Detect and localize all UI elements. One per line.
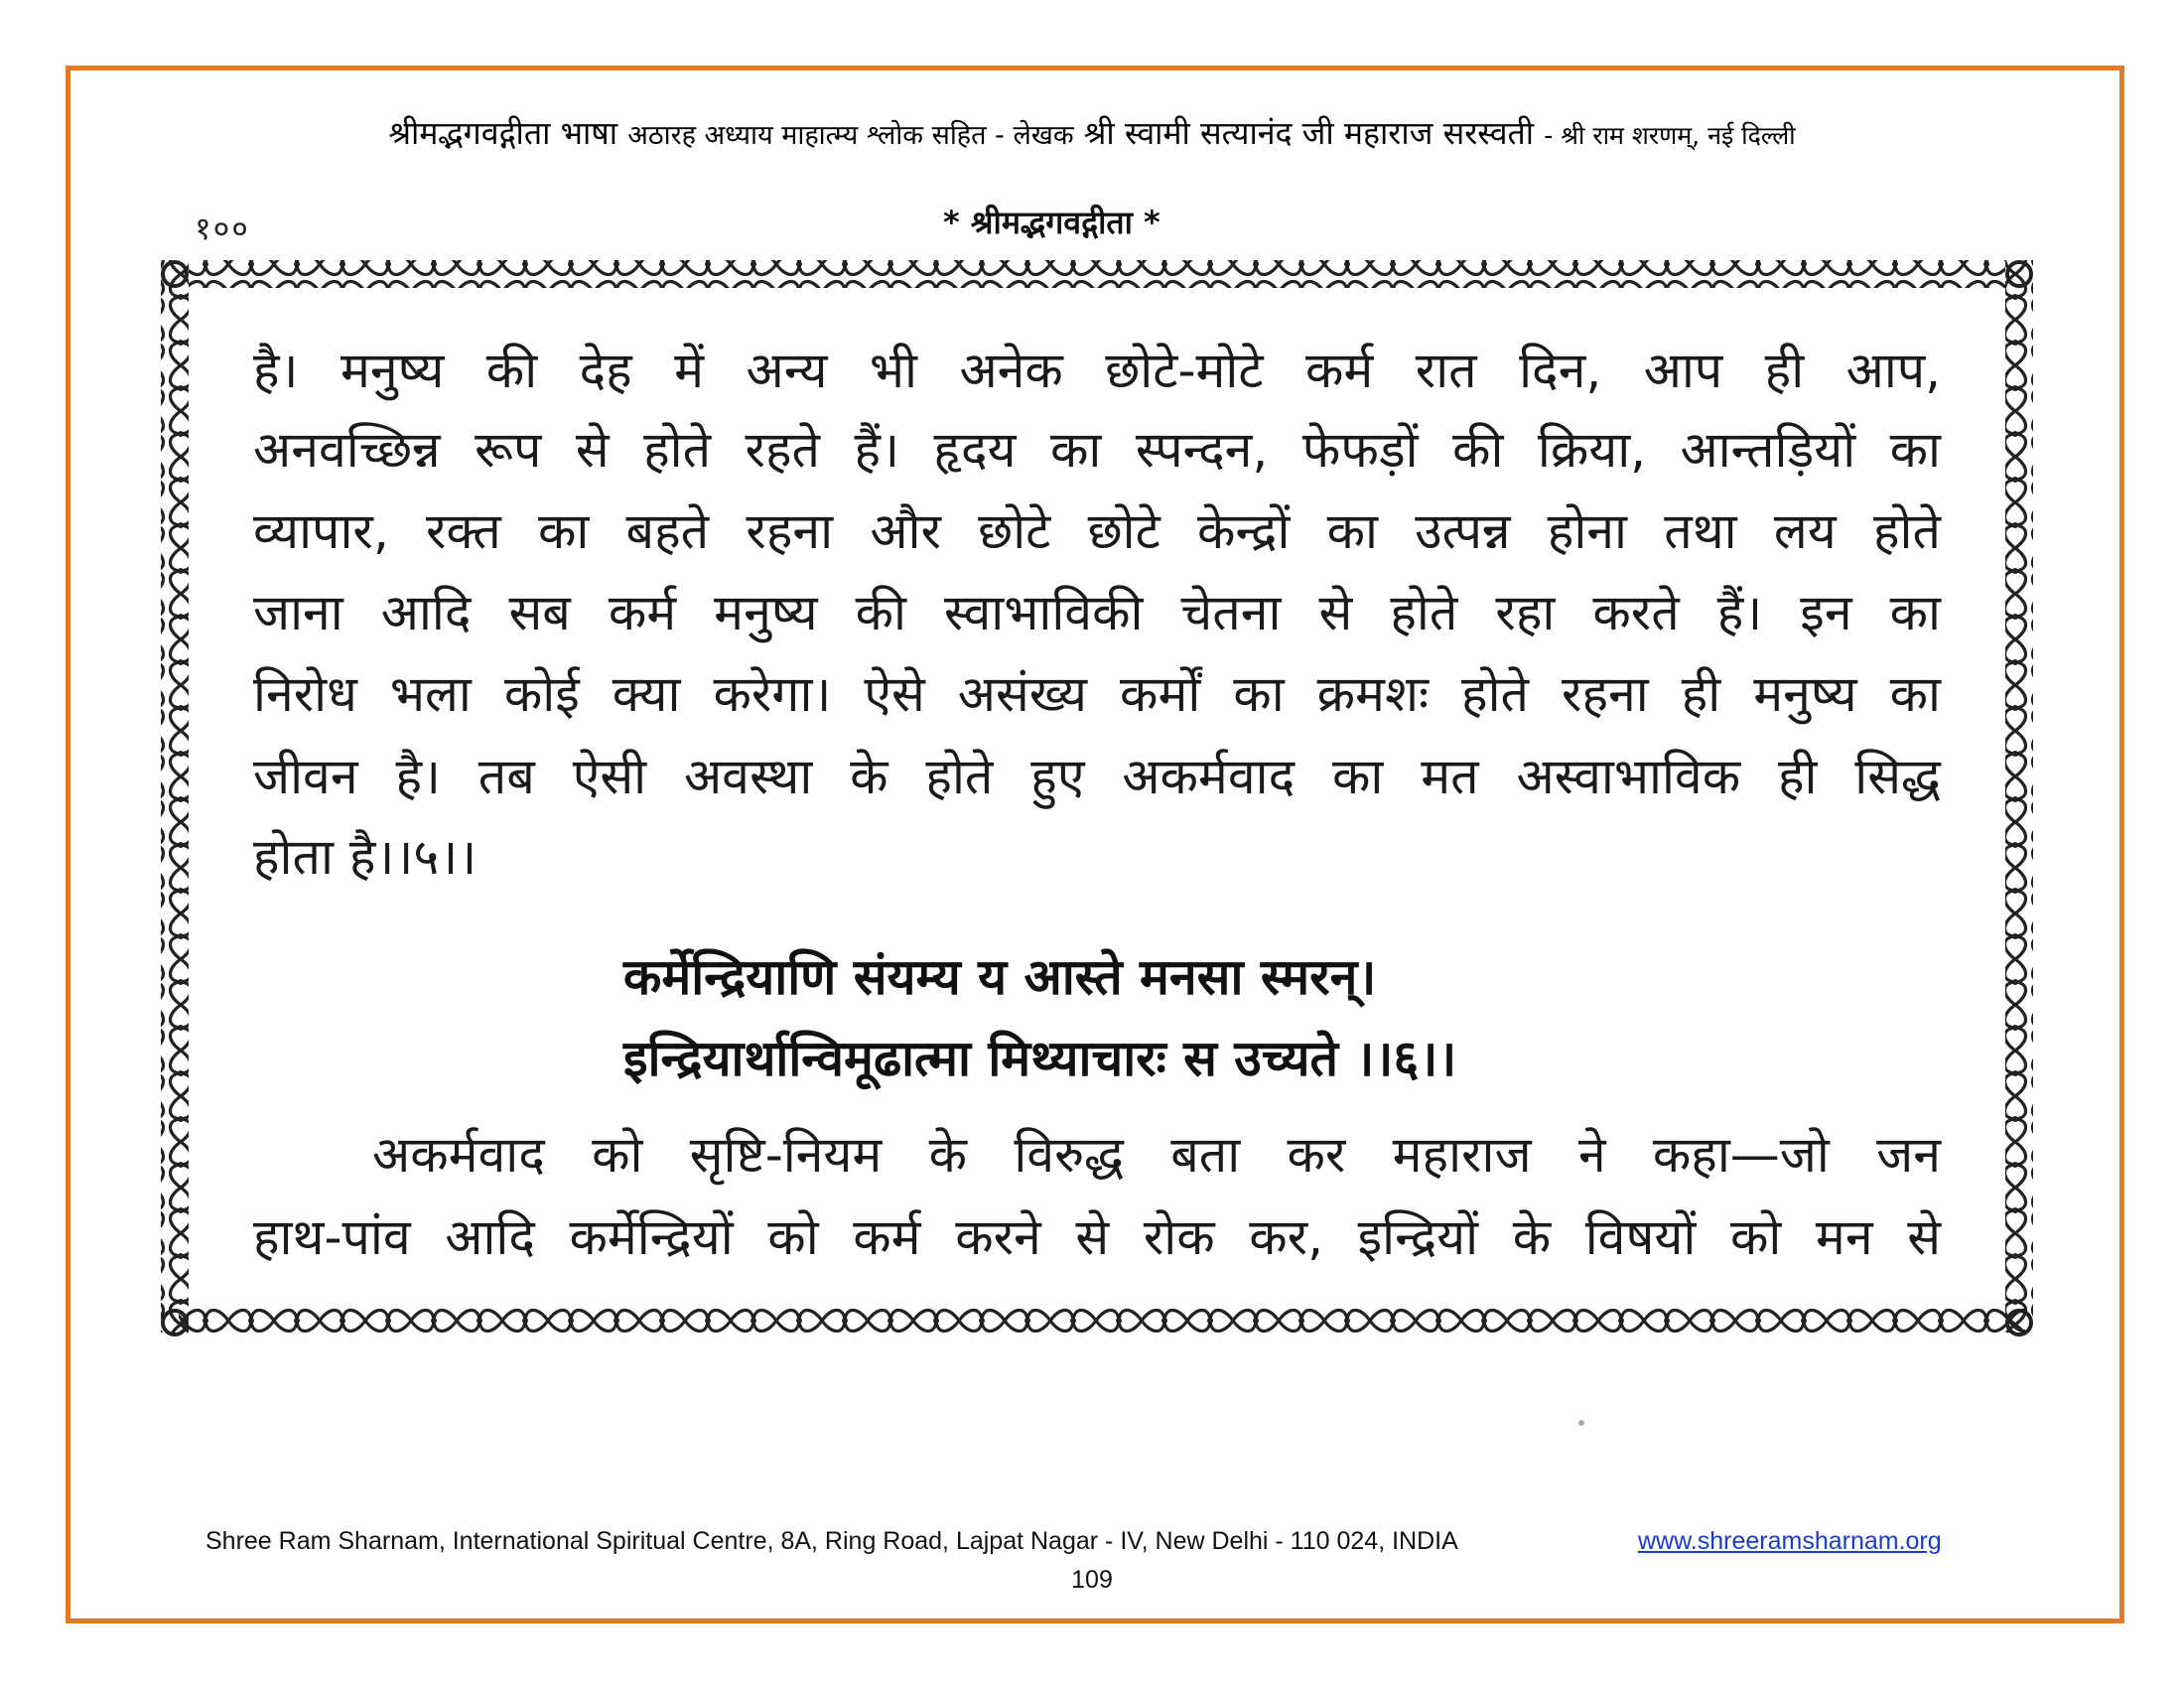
header-book-title: श्रीमद्भगवद्गीता भाषा — [388, 114, 618, 152]
border-right-band — [2005, 260, 2033, 1333]
paragraph1-line1: है। मनुष्य की देह में अन्य भी अनेक छोटे-मोटे कर्म रात दिन, आप ही आप, — [253, 342, 1941, 399]
shloka-line1: कर्मेन्द्रियाणि संयम्य य आस्ते मनसा स्मरन्। — [623, 948, 1377, 1006]
footer-page-number: 109 — [1071, 1566, 1113, 1594]
header-subtitle: अठारह अध्याय माहात्म्य श्लोक सहित - लेखक — [627, 120, 1074, 151]
paragraph1-line4: जाना आदि सब कर्म मनुष्य की स्वाभाविकी चेतना से होते रहा करते हैं। इन का — [253, 584, 1941, 641]
website-link[interactable]: www.shreeramsharnam.org — [1638, 1527, 1942, 1555]
running-title: * श्रीमद्भगवद्गीता * — [943, 204, 1160, 241]
paragraph1-line7: होता है।।५।। — [253, 828, 478, 886]
paragraph1-line3: व्यापार, रक्त का बहते रहना और छोटे छोटे केन्द्रों का उत्पन्न होना तथा लय होते — [253, 502, 1941, 560]
paragraph2-line1: अकर्मवाद को सृष्टि-नियम के विरुद्ध बता कर महाराज ने कहा—जो जन — [372, 1126, 1941, 1184]
shloka-line2: इन्द्रियार्थान्विमूढात्मा मिथ्याचारः स उच्यते ।।६।। — [623, 1030, 1457, 1087]
paragraph1-line2: अनवच्छिन्न रूप से होते रहते हैं। हृदय का स्पन्दन, फेफड़ों की क्रिया, आन्तड़ियों का — [253, 421, 1941, 479]
border-bottom-band — [179, 1309, 2025, 1336]
book-page-number: १०० — [195, 210, 250, 247]
header-publisher: - श्री राम शरणम्, नई दिल्ली — [1544, 121, 1796, 150]
border-left-band — [161, 260, 189, 1333]
paragraph2-line2: हाथ-पांव आदि कर्मेन्द्रियों को कर्म करने से रोक कर, इन्द्रियों के विषयों को मन से — [253, 1208, 1941, 1266]
header-author: श्री स्वामी सत्यानंद जी महाराज सरस्वती — [1083, 114, 1535, 152]
paragraph1-line5: निरोध भला कोई क्या करेगा। ऐसे असंख्य कर्मों का क्रमशः होते रहना ही मनुष्य का — [253, 665, 1941, 723]
border-top-band — [189, 260, 2005, 288]
scan-speck — [1578, 1420, 1584, 1426]
paragraph1-line6: जीवन है। तब ऐसी अवस्था के होते हुए अकर्मवाद का मत अस्वाभाविक ही सिद्ध — [253, 748, 1941, 805]
footer-address: Shree Ram Sharnam, International Spiritual Centre, 8A, Ring Road, Lajpat Nagar - IV, New Delhi - 110 024, INDIA — [205, 1527, 1458, 1555]
